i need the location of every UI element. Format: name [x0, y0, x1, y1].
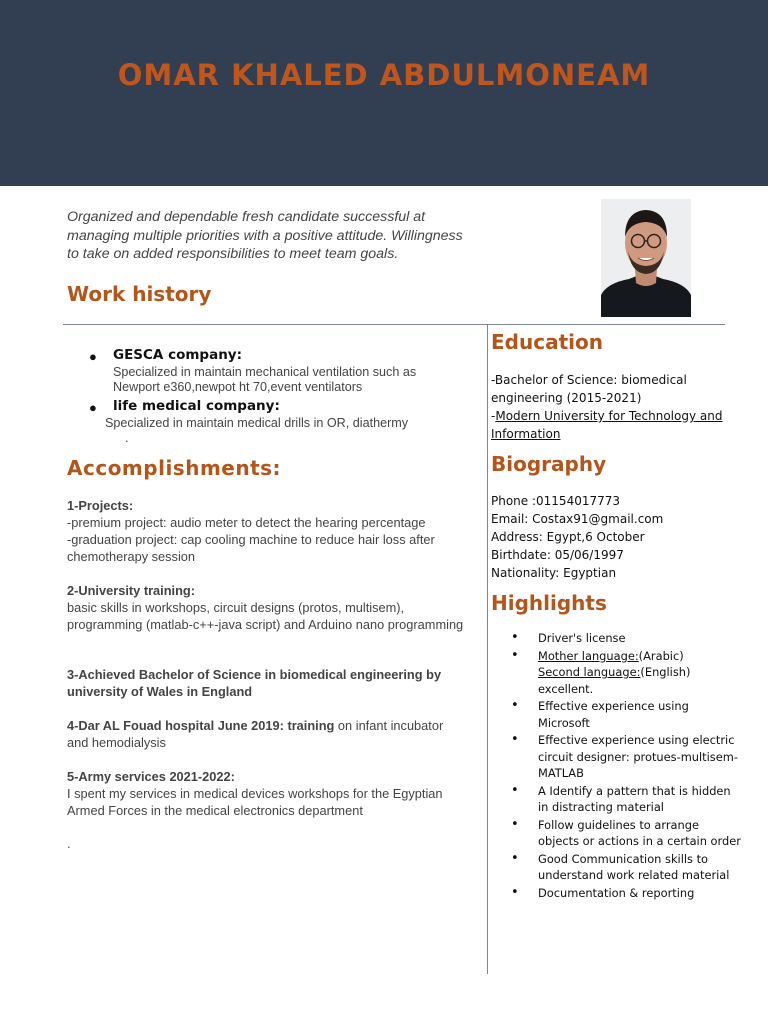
hospital-training: 4-Dar AL Fouad hospital June 2019: training on infant incubator and hemodialysis [67, 718, 444, 750]
bio-phone: Phone :01154017773 [491, 494, 621, 508]
bio-birthdate: Birthdate: 05/06/1997 [491, 548, 624, 562]
job-description-line: Newport e360,newpot ht 70,event ventilators [113, 380, 363, 394]
job-description-line: Specialized in maintain medical drills in OR, diathermy [105, 416, 409, 430]
army-title: 5-Army services 2021-2022: [67, 769, 235, 784]
highlights-heading: Highlights [491, 591, 607, 615]
projects-title: 1-Projects: [67, 498, 134, 513]
training-text: basic skills in workshops, circuit designs (protos, multisem), programming (matlab-c++-java script) and Arduino nano programming [67, 600, 464, 632]
job-company: GESCA company: [113, 347, 243, 363]
projects-item: -premium project: audio meter to detect the hearing percentage [67, 515, 426, 530]
list-item: • Good Communication skills to understand work related material [491, 851, 741, 884]
portrait-image [601, 199, 691, 317]
profile-photo [601, 199, 691, 317]
list-item: • Effective experience using Microsoft [491, 698, 741, 731]
list-item: • Effective experience using electric circuit designer: protues-multisem-MATLAB [491, 732, 741, 782]
job-company: life medical company: [113, 398, 280, 414]
profile-summary: Organized and dependable fresh candidate successful at managing multiple priorities with a positive attitude. Willingness to take on added responsibilities to meet team goals. [67, 209, 463, 262]
vertical-divider [487, 324, 488, 974]
bachelor-achievement: 3-Achieved Bachelor of Science in biomedical engineering by university of Wales in England [67, 667, 442, 699]
accomplishments-heading: Accomplishments: [67, 456, 282, 480]
job-description-line: . [125, 431, 129, 445]
bio-address: Address: Egypt,6 October [491, 530, 645, 544]
list-item: • Documentation & reporting [491, 885, 741, 902]
horizontal-divider [63, 324, 725, 325]
bullet-icon: ● [89, 400, 97, 415]
projects-item: -graduation project: cap cooling machine to reduce hair loss after chemotherapy session [67, 532, 435, 564]
list-item: • Mother language:(Arabic) Second language:(English) excellent. [491, 648, 741, 698]
education-heading: Education [491, 330, 603, 354]
bullet-icon: ● [89, 349, 97, 364]
highlights-list [491, 630, 741, 902]
bio-nationality: Nationality: Egyptian [491, 566, 617, 580]
bio-email: Email: Costax91@gmail.com [491, 512, 664, 526]
work-history-heading: Work history [67, 282, 212, 306]
list-item: • A Identify a pattern that is hidden in distracting material [491, 783, 741, 816]
education-degree: -Bachelor of Science: biomedical engineering (2015-2021) [491, 373, 687, 405]
resume-header [0, 0, 768, 186]
education-university: -Modern University for Technology and Information [491, 409, 723, 441]
job-description-line: Specialized in maintain mechanical ventilation such as [113, 365, 417, 379]
list-item: • Driver's license [491, 630, 741, 647]
end-dot: . [67, 836, 71, 851]
army-text: I spent my services in medical devices workshops for the Egyptian Armed Forces in the medical electronics department [67, 786, 443, 818]
list-item: • Follow guidelines to arrange objects or actions in a certain order [491, 817, 741, 850]
candidate-name: OMAR KHALED ABDULMONEAM [117, 58, 651, 92]
biography-heading: Biography [491, 452, 607, 476]
training-title: 2-University training: [67, 583, 195, 598]
